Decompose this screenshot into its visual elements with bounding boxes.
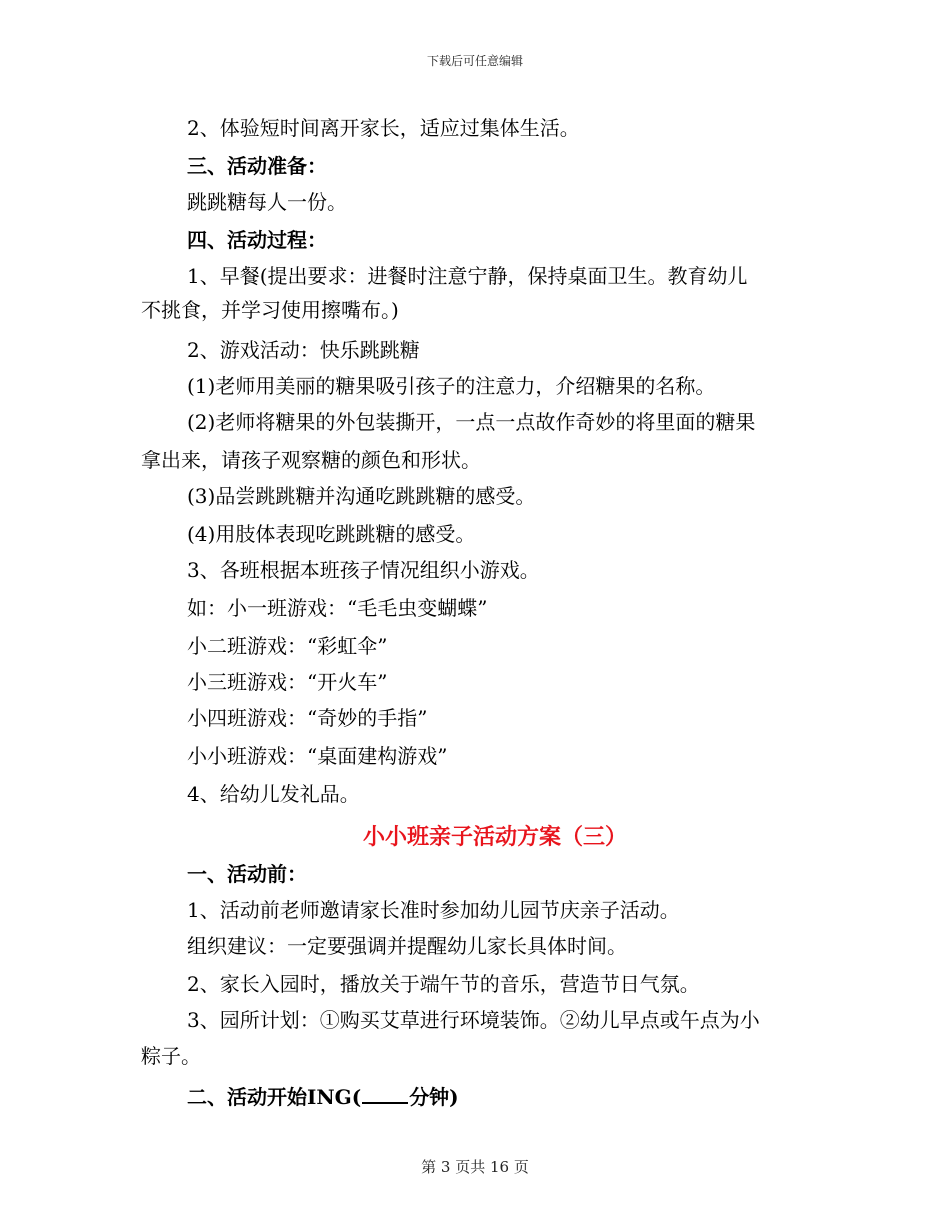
- text-line: 1、早餐(提出要求：进餐时注意宁静，保持桌面卫生。教育幼儿: [187, 264, 748, 288]
- text-line: 小四班游戏：“奇妙的手指”: [187, 706, 428, 730]
- page-footer: 第 3 页共 16 页: [421, 1158, 529, 1176]
- text-line: 2、家长入园时，播放关于端午节的音乐，营造节日气氛。: [187, 972, 700, 996]
- text-line: 小三班游戏：“开火车”: [187, 670, 388, 694]
- text-line: 小小班游戏：“桌面建构游戏”: [187, 744, 448, 768]
- text-line: (2)老师将糖果的外包装撕开，一点一点故作奇妙的将里面的糖果: [187, 410, 756, 434]
- text-line: (3)品尝跳跳糖并沟通吃跳跳糖的感受。: [187, 484, 536, 508]
- fill-in-blank: [362, 1084, 408, 1104]
- text-line: 4、给幼儿发礼品。: [187, 782, 360, 806]
- section-heading: 一、活动前：: [187, 862, 307, 886]
- heading-suffix: 分钟): [409, 1085, 459, 1109]
- text-line: (1)老师用美丽的糖果吸引孩子的注意力，介绍糖果的名称。: [187, 374, 716, 398]
- text-line: 如：小一班游戏：“毛毛虫变蝴蝶”: [187, 596, 488, 620]
- text-line: 拿出来，请孩子观察糖的颜色和形状。: [141, 448, 481, 472]
- section-title: 小小班亲子活动方案（三）: [362, 824, 627, 850]
- text-line: (4)用肢体表现吃跳跳糖的感受。: [187, 522, 476, 546]
- text-line: 组织建议：一定要强调并提醒幼儿家长具体时间。: [187, 934, 627, 958]
- text-line: 不挑食，并学习使用擦嘴布。): [141, 298, 399, 322]
- section-heading: 三、活动准备：: [187, 154, 327, 178]
- text-line: 粽子。: [141, 1044, 201, 1068]
- page-header: 下载后可任意编辑: [426, 54, 523, 68]
- text-line: 跳跳糖每人一份。: [187, 190, 347, 214]
- text-line: 小二班游戏：“彩虹伞”: [187, 634, 388, 658]
- text-line: 3、各班根据本班孩子情况组织小游戏。: [187, 558, 540, 582]
- text-line: 2、体验短时间离开家长，适应过集体生活。: [187, 116, 580, 140]
- section-heading: [187, 1084, 459, 1109]
- heading-prefix: 二、活动开始ING(: [187, 1085, 362, 1109]
- text-line: 2、游戏活动：快乐跳跳糖: [187, 338, 420, 362]
- text-line: 3、园所计划：①购买艾草进行环境装饰。②幼儿早点或午点为小: [187, 1008, 760, 1032]
- section-heading: 四、活动过程：: [187, 228, 327, 252]
- text-line: 1、活动前老师邀请家长准时参加幼儿园节庆亲子活动。: [187, 898, 680, 922]
